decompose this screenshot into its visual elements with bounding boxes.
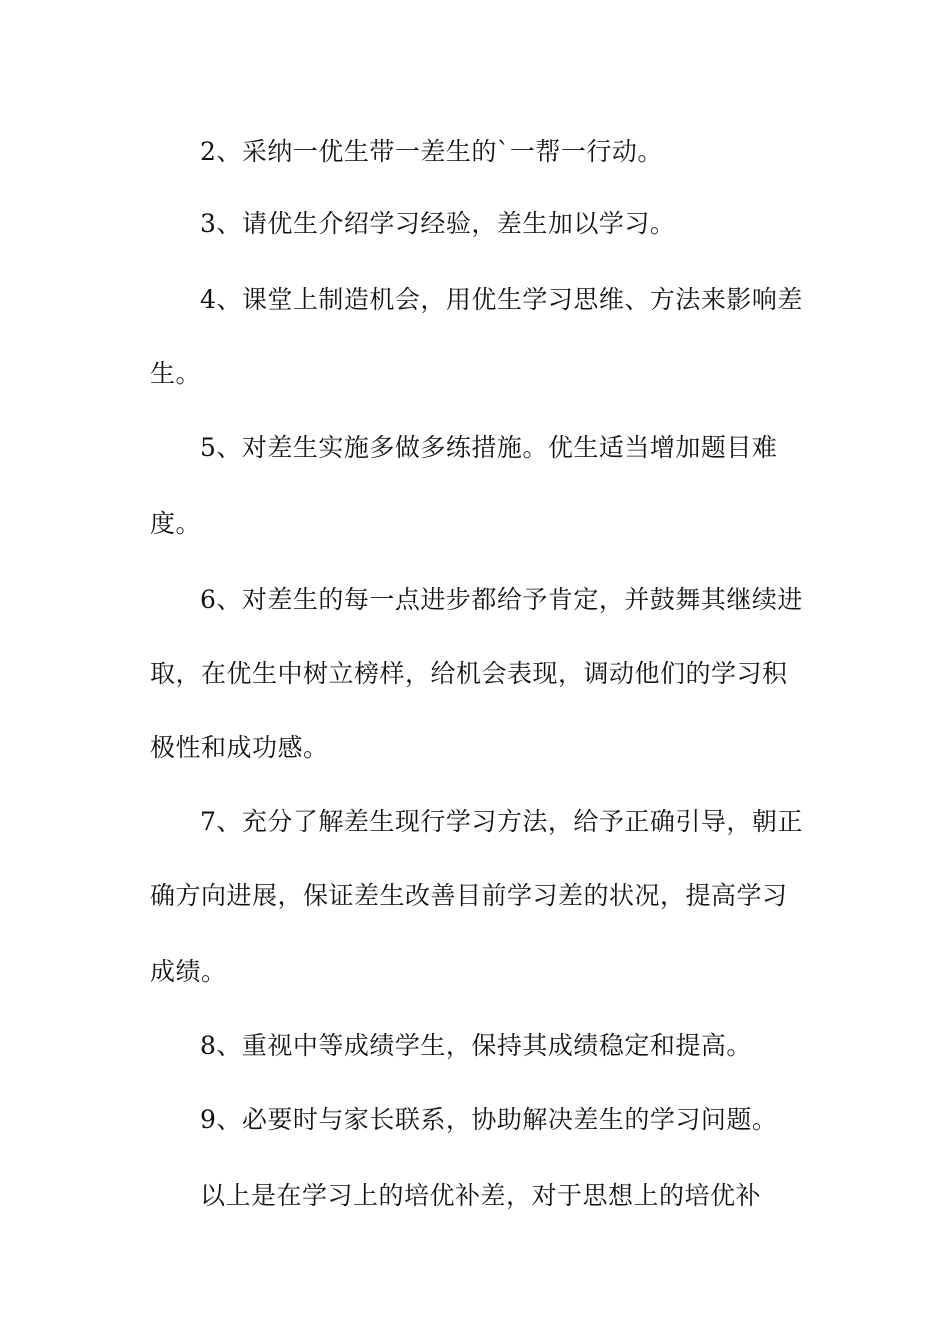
item-7-line-3: 成绩。 (150, 957, 227, 986)
item-6-line-2: 取，在优生中树立榜样，给机会表现，调动他们的学习积 (150, 659, 788, 688)
item-3-line-1: 3、请优生介绍学习经验，差生加以学习。 (200, 209, 676, 238)
item-7-line-1: 7、充分了解差生现行学习方法，给予正确引导，朝正 (200, 807, 803, 836)
item-4-line-2: 生。 (150, 359, 202, 388)
item-5-line-1: 5、对差生实施多做多练措施。优生适当增加题目难 (200, 433, 778, 462)
item-7-line-2: 确方向进展，保证差生改善目前学习差的状况，提高学习 (150, 881, 788, 910)
item-8-line-1: 8、重视中等成绩学生，保持其成绩稳定和提高。 (200, 1031, 752, 1060)
summary-line-1: 以上是在学习上的培优补差，对于思想上的培优补 (200, 1181, 762, 1210)
item-6-line-1: 6、对差生的每一点进步都给予肯定，并鼓舞其继续进 (200, 585, 803, 614)
item-6-line-3: 极性和成功感。 (150, 733, 329, 762)
item-4-line-1: 4、课堂上制造机会，用优生学习思维、方法来影响差 (200, 285, 803, 314)
item-2-line-1: 2、采纳一优生带一差生的`一帮一行动。 (200, 137, 663, 166)
item-5-line-2: 度。 (150, 509, 202, 538)
item-9-line-1: 9、必要时与家长联系，协助解决差生的学习问题。 (200, 1105, 778, 1134)
